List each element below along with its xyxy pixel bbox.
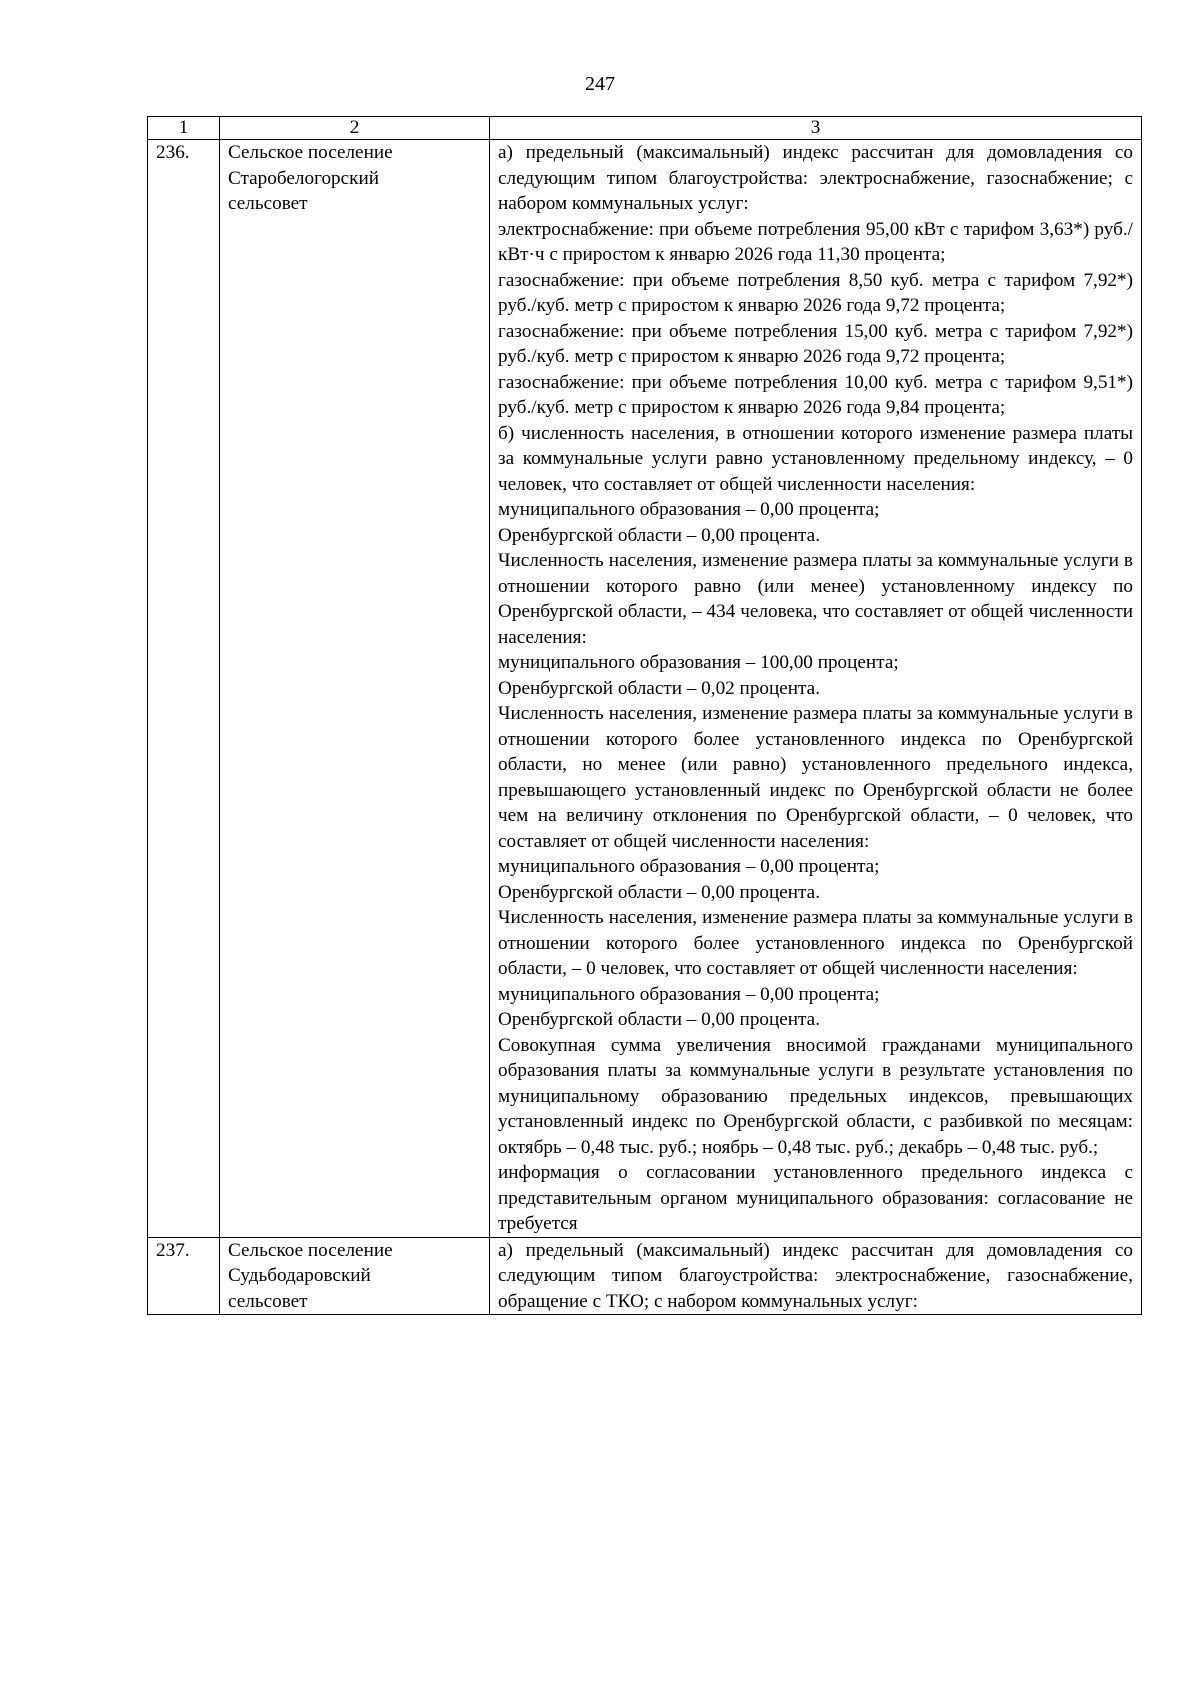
content-paragraph: газоснабжение: при объеме потребления 15,00 куб. метра с тарифом 7,92*) руб./куб. метр с приростом к январю 2026 года 9,72 процента; xyxy=(498,320,1133,367)
header-cell-2: 2 xyxy=(220,117,490,140)
content-paragraph: Оренбургской области – 0,00 процента. xyxy=(498,881,820,903)
row-number: 236. xyxy=(148,140,220,1238)
settlement-name-line: сельсовет xyxy=(228,1290,308,1312)
content-paragraph: газоснабжение: при объеме потребления 8,50 куб. метра с тарифом 7,92*) руб./куб. метр с приростом к январю 2026 года 9,72 процента; xyxy=(498,269,1133,316)
document-table xyxy=(147,116,1142,1315)
content-paragraph: информация о согласовании установленного предельного индекса с представительным органом муниципального образования: согласование не требуется xyxy=(498,1162,1133,1234)
content-paragraph: Численность населения, изменение размера платы за коммунальные услуги в отношении которого более установленного индекса по Оренбургской области, – 0 человек, что составляет от общей численности населения: xyxy=(498,907,1133,979)
settlement-name-line: сельсовет xyxy=(228,193,308,214)
content-paragraph: Оренбургской области – 0,00 процента. xyxy=(498,524,820,546)
row-content xyxy=(490,1237,1142,1315)
settlement-name-line: Сельское поселение xyxy=(228,142,393,163)
content-paragraph: муниципального образования – 0,00 процента; xyxy=(498,983,880,1005)
content-paragraph: б) численность населения, в отношении которого изменение размера платы за коммунальные услуги равно установленному предельному индексу, – 0 человек, что составляет от общей численности населения: xyxy=(498,422,1133,495)
settlement-name xyxy=(220,140,490,1238)
row-content xyxy=(490,140,1142,1238)
content-paragraph: муниципального образования – 0,00 процента; xyxy=(498,856,880,877)
header-cell-3: 3 xyxy=(490,117,1142,140)
content-paragraph: Численность населения, изменение размера платы за коммунальные услуги в отношении которого равно (или менее) установленному индексу по Оренбургской области, – 434 человека, что составляет от общей численности населения: xyxy=(498,550,1133,648)
page-number: 247 xyxy=(585,73,615,95)
content-paragraph: Оренбургской области – 0,02 процента. xyxy=(498,677,820,699)
settlement-name-line: Судьбодаровский xyxy=(228,1265,371,1286)
content-paragraph: газоснабжение: при объеме потребления 10,00 куб. метра с тарифом 9,51*) руб./куб. метр с приростом к январю 2026 года 9,84 процента; xyxy=(498,371,1133,418)
settlement-name-line: Сельское поселение xyxy=(228,1239,393,1261)
settlement-name-line: Старобелогорский xyxy=(228,167,380,189)
content-paragraph: Численность населения, изменение размера платы за коммунальные услуги в отношении которого более установленного индекса по Оренбургской области, но менее (или равно) установленного предельного индекса, превышающего установленный индекс по Оренбургской области не более чем на величину отклонения по Оренбургской области, – 0 человек, что составляет от общей численности населения: xyxy=(498,703,1133,852)
content-paragraph: Совокупная сумма увеличения вносимой гражданами муниципального образования платы за коммунальные услуги в результате установления по муниципальному образованию предельных индексов, превышающих установленный индекс по Оренбургской области, с разбивкой по месяцам: октябрь – 0,48 тыс. руб.; ноябрь – 0,48 тыс. руб.; декабрь – 0,48 тыс. руб.; xyxy=(498,1034,1133,1158)
content-paragraph: Оренбургской области – 0,00 процента. xyxy=(498,1009,820,1030)
settlement-name xyxy=(220,1237,490,1315)
table-header-row xyxy=(148,117,1142,140)
content-paragraph: муниципального образования – 0,00 процента; xyxy=(498,499,880,520)
content-paragraph: а) предельный (максимальный) индекс рассчитан для домовладения со следующим типом благоустройства: электроснабжение, газоснабжение; с набором коммунальных услуг: xyxy=(498,142,1133,214)
table-row xyxy=(148,140,1142,1238)
row-number: 237. xyxy=(148,1237,220,1315)
content-paragraph: а) предельный (максимальный) индекс рассчитан для домовладения со следующим типом благоустройства: электроснабжение, газоснабжение, обращение с ТКО; с набором коммунальных услуг: xyxy=(498,1239,1133,1312)
header-cell-1: 1 xyxy=(148,117,220,140)
content-paragraph: муниципального образования – 100,00 процента; xyxy=(498,652,899,673)
table-row xyxy=(148,1237,1142,1315)
content-paragraph: электроснабжение: при объеме потребления 95,00 кВт с тарифом 3,63*) руб./кВт·ч с приростом к январю 2026 года 11,30 процента; xyxy=(498,218,1133,265)
